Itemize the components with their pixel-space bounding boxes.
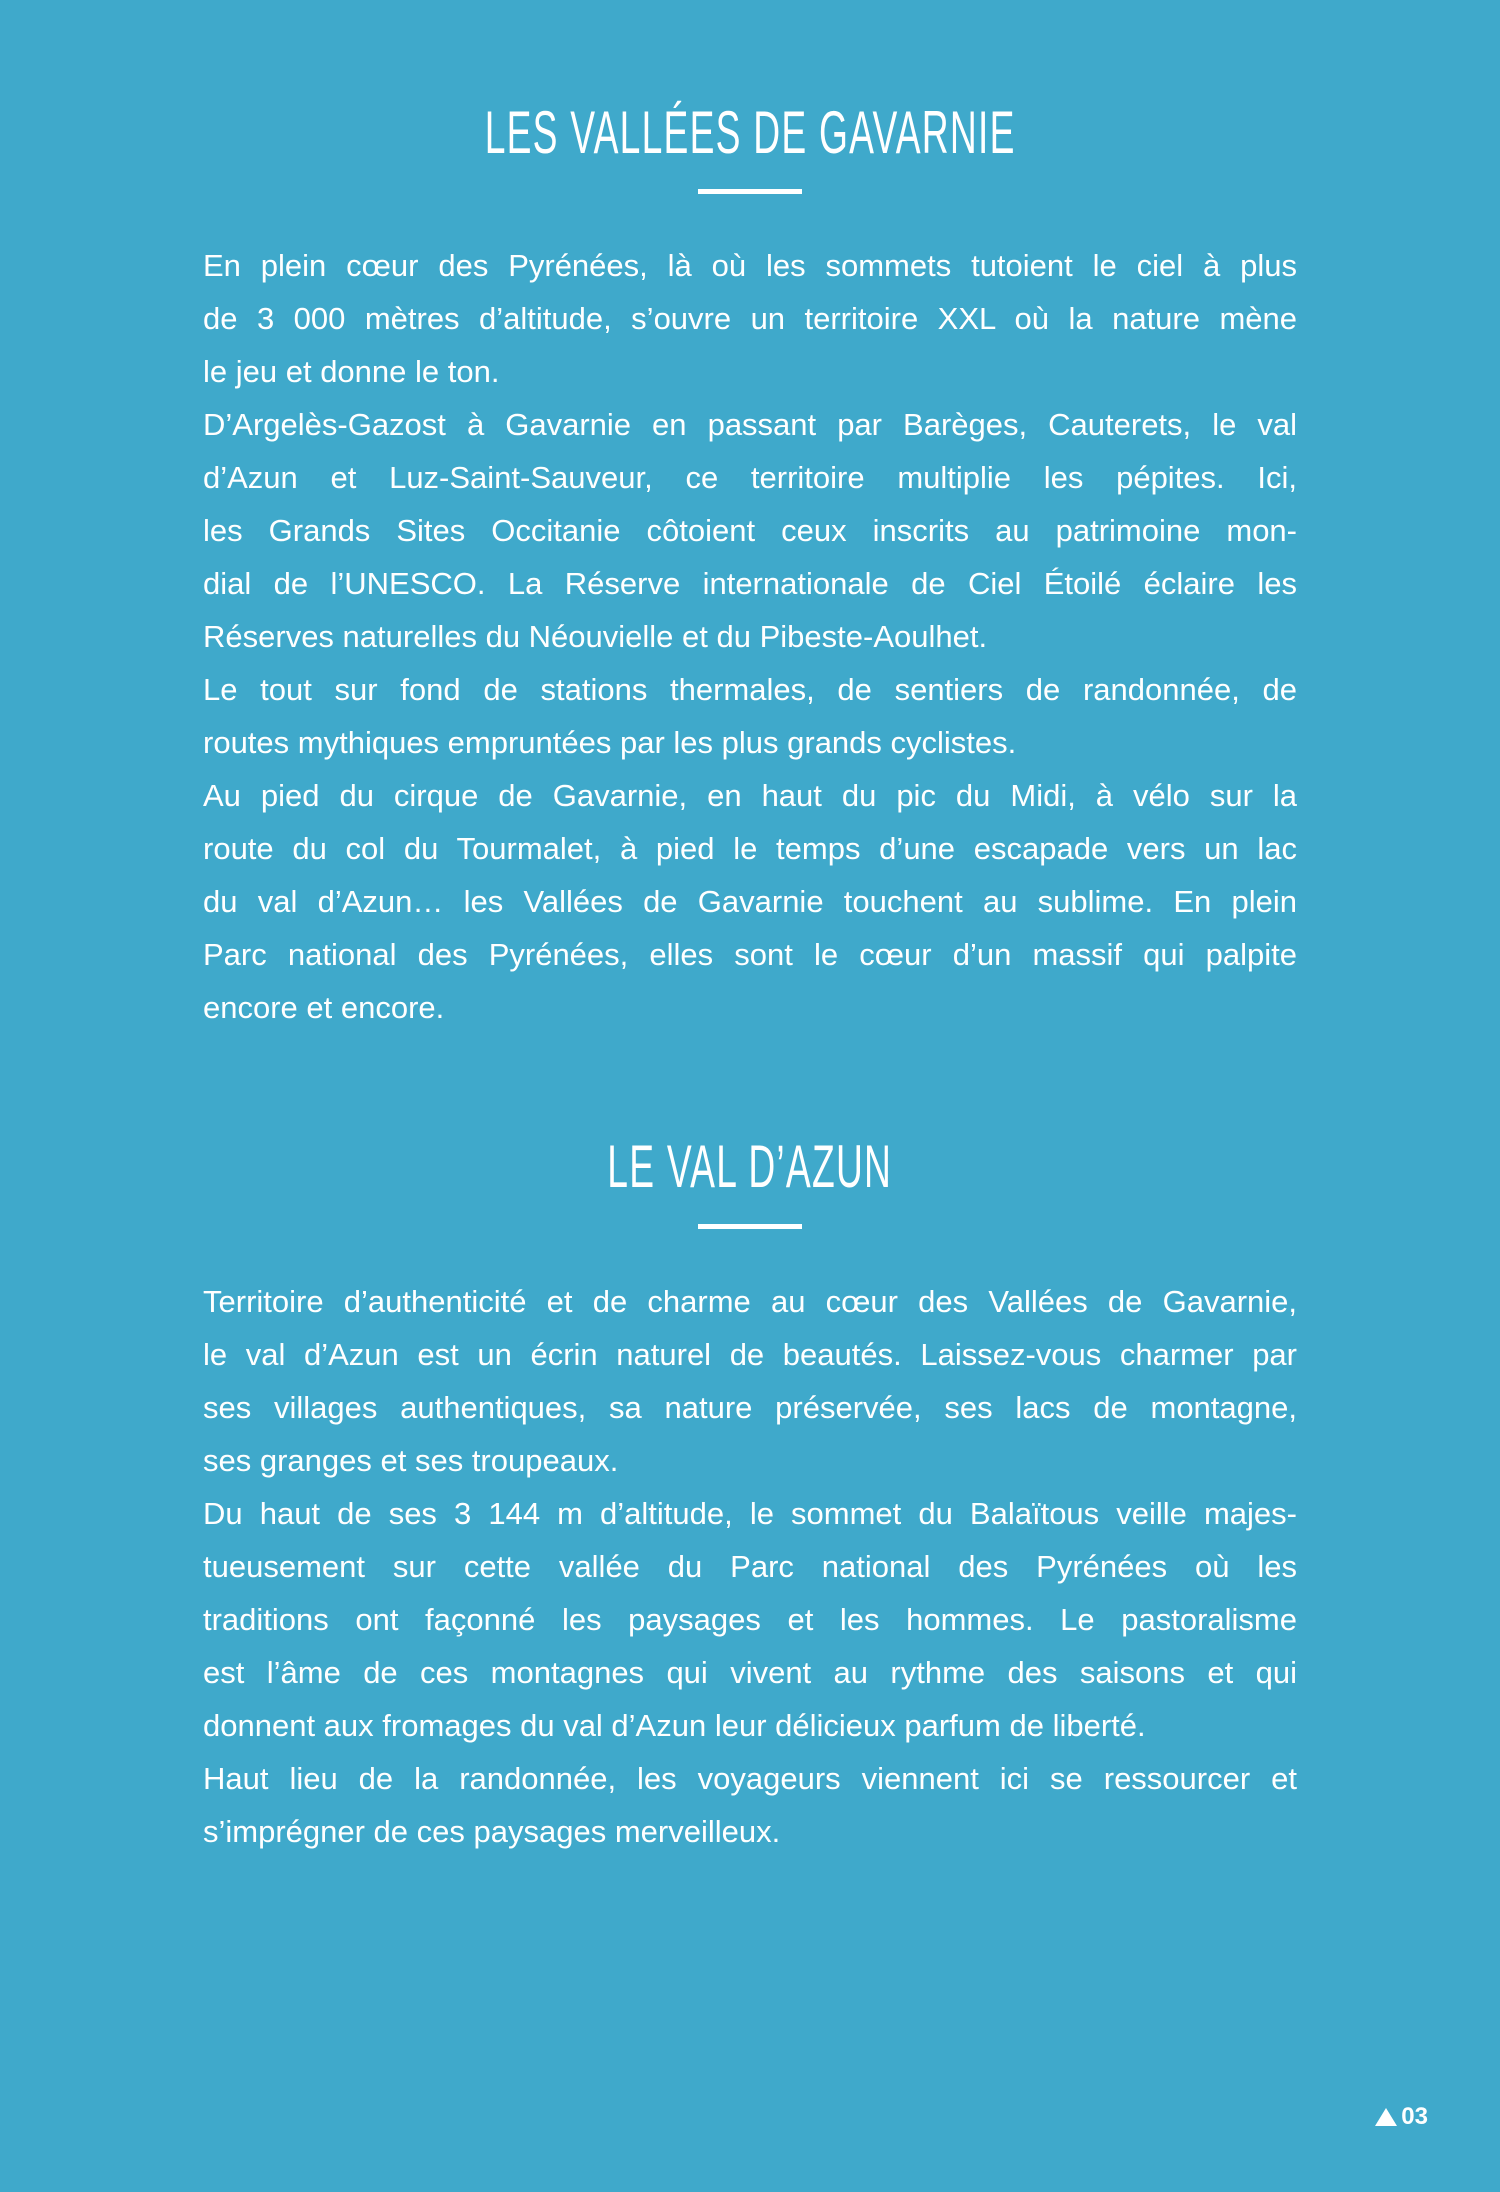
body-line: encore et encore. <box>203 990 445 1025</box>
body-line: donnent aux fromages du val d’Azun leur délicieux parfum de liberté. <box>203 1708 1146 1743</box>
body-line: Haut lieu de la randonnée, les voyageurs viennent ici se ressourcer et <box>203 1761 1297 1796</box>
body-line: dial de l’UNESCO. La Réserve internationale de Ciel Étoilé éclaire les <box>203 566 1297 601</box>
body-line: Parc national des Pyrénées, elles sont le cœur d’un massif qui palpite <box>203 937 1297 972</box>
body-line: ses villages authentiques, sa nature préservée, ses lacs de montagne, <box>203 1390 1297 1425</box>
body-line: Territoire d’authenticité et de charme au cœur des Vallées de Gavarnie, <box>203 1284 1297 1319</box>
page-number-text: 03 <box>1401 2103 1428 2130</box>
body-line: d’Azun et Luz-Saint-Sauveur, ce territoire multiplie les pépites. Ici, <box>203 460 1297 495</box>
body-line: Le tout sur fond de stations thermales, de sentiers de randonnée, de <box>203 672 1297 707</box>
title-underline <box>698 189 802 194</box>
body-line: le jeu et donne le ton. <box>203 354 500 389</box>
section-title-text: LES VALLÉES DE GAVARNIE <box>484 99 1016 166</box>
section-title-val-d-azun <box>0 1133 1500 1200</box>
body-line: le val d’Azun est un écrin naturel de beautés. Laissez-vous charmer par <box>203 1337 1297 1372</box>
body-line: ses granges et ses troupeaux. <box>203 1443 619 1478</box>
body-line: s’imprégner de ces paysages merveilleux. <box>203 1814 781 1849</box>
triangle-up-icon <box>1375 2108 1397 2126</box>
body-line: route du col du Tourmalet, à pied le temps d’une escapade vers un lac <box>203 831 1297 866</box>
body-line: routes mythiques empruntées par les plus grands cyclistes. <box>203 725 1017 760</box>
body-line: Au pied du cirque de Gavarnie, en haut du pic du Midi, à vélo sur la <box>203 778 1297 813</box>
section-title-vallees-de-gavarnie <box>0 99 1500 166</box>
section-body-vallees-de-gavarnie <box>203 239 1297 1034</box>
body-line: du val d’Azun… les Vallées de Gavarnie touchent au sublime. En plein <box>203 884 1297 919</box>
section-body-val-d-azun <box>203 1275 1297 1858</box>
body-line: traditions ont façonné les paysages et les hommes. Le pastoralisme <box>203 1602 1297 1637</box>
body-line: est l’âme de ces montagnes qui vivent au rythme des saisons et qui <box>203 1655 1297 1690</box>
section-title-text: LE VAL D’AZUN <box>607 1133 893 1200</box>
body-line: D’Argelès-Gazost à Gavarnie en passant par Barèges, Cauterets, le val <box>203 407 1297 442</box>
body-line: En plein cœur des Pyrénées, là où les sommets tutoient le ciel à plus <box>203 248 1297 283</box>
body-line: de 3 000 mètres d’altitude, s’ouvre un territoire XXL où la nature mène <box>203 301 1297 336</box>
body-line: Réserves naturelles du Néouvielle et du Pibeste-Aoulhet. <box>203 619 988 654</box>
title-underline <box>698 1224 802 1229</box>
body-line: les Grands Sites Occitanie côtoient ceux inscrits au patrimoine mon- <box>203 513 1297 548</box>
page-number <box>1375 2103 1428 2131</box>
body-line: Du haut de ses 3 144 m d’altitude, le sommet du Balaïtous veille majes- <box>203 1496 1297 1531</box>
body-line: tueusement sur cette vallée du Parc national des Pyrénées où les <box>203 1549 1297 1584</box>
